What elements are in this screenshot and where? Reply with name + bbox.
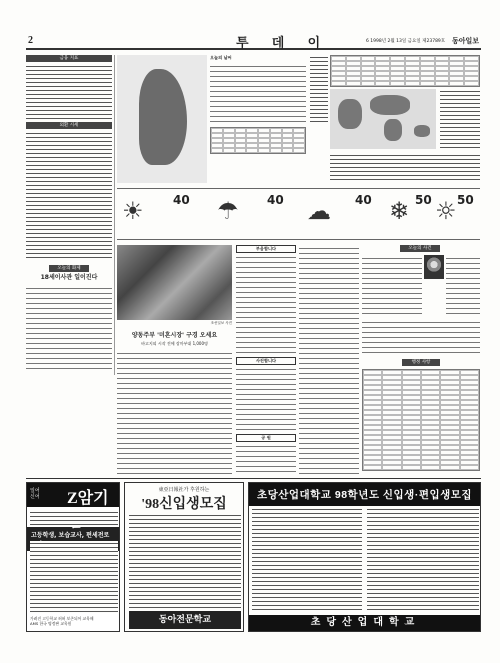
ad1-bottom-2: AMS 한국 명정판 교육원 — [30, 621, 72, 626]
right-column — [362, 245, 480, 475]
index-value-1: 40 — [173, 193, 190, 207]
notice-label-1: 부음합니다 — [236, 245, 296, 253]
right-table — [362, 369, 480, 471]
story-title: 18세이사관 일이진다 — [40, 274, 98, 281]
notice-body-3 — [236, 443, 296, 475]
ad-dong-a-school — [124, 482, 244, 632]
index-value-5: 50 — [457, 193, 474, 207]
world-table — [330, 55, 480, 87]
finance-label: 금융 지표 — [26, 55, 112, 62]
newspaper-name: 동아일보 — [451, 37, 479, 45]
ad2-school: 동아전문학교 — [129, 611, 241, 629]
wind-icon: ☼ — [435, 197, 457, 225]
portrait-photo — [424, 255, 444, 279]
finance-column — [26, 55, 112, 260]
right-body-side — [446, 255, 480, 315]
weather-heading: 오늘의 날씨 — [210, 55, 232, 60]
ad3-banner: 초당산업대학교 98학년도 신입생·편입생모집 — [249, 483, 480, 506]
issue-date: 6 1998년 2월 13일 금요일 제23789호 — [366, 39, 446, 44]
left-story — [26, 265, 112, 373]
exchange-table — [26, 131, 112, 259]
weather-body — [210, 63, 306, 123]
center-subhead: 바고지띠 시작 전에 장마부대 1,000명 — [141, 341, 208, 346]
ad-chodang-university — [248, 482, 481, 632]
ad1-band: 고등학생, 보습교사, 편세전로 — [27, 527, 119, 551]
notice-column — [236, 245, 296, 475]
center-headline: 양동주부 '미혼시장' 구경 오세요 — [131, 332, 218, 339]
ad2-top: 東亞日報社가 후원하는 — [158, 487, 210, 493]
snow-icon: ❄ — [389, 197, 410, 225]
story-badge: 오늘의 화제 — [49, 265, 89, 272]
ad2-title: '98신입생모집 — [141, 497, 227, 512]
right-label-1: 오늘의 사건 — [400, 245, 440, 252]
ad1-small-2: 신어 — [30, 494, 40, 500]
weather-index-strip — [117, 188, 480, 240]
notice-label-3: 공 원 — [236, 434, 296, 442]
ad1-small-1: 일어 — [30, 488, 40, 494]
right-label-3: 행정 사항 — [402, 359, 440, 366]
right-body-1 — [362, 255, 422, 315]
finance-table — [26, 64, 112, 119]
index-value-3: 40 — [355, 193, 372, 207]
index-value-2: 40 — [267, 193, 284, 207]
weather-table — [210, 127, 306, 154]
sun-icon: ☀ — [122, 197, 144, 225]
world-notes — [330, 153, 480, 183]
news-photo — [117, 245, 232, 320]
weather-text — [210, 55, 306, 183]
world-weather — [330, 55, 480, 185]
page-title: 투 데 이 — [236, 35, 331, 50]
notice-body-2 — [236, 366, 296, 431]
exchange-label: 외환 시세 — [26, 122, 112, 129]
world-side-table — [440, 89, 480, 149]
notice-body-1 — [236, 254, 296, 354]
weather-map — [117, 55, 207, 183]
cloud-icon: ☁ — [307, 197, 331, 225]
center-body — [117, 350, 232, 474]
page-header — [26, 30, 481, 50]
umbrella-icon: ☂ — [217, 197, 239, 225]
notice-label-2: 사진합니다 — [236, 357, 296, 365]
photo-credit: 조선일보 사진 — [210, 321, 232, 325]
index-value-4: 50 — [415, 193, 432, 207]
mid-article — [299, 245, 359, 475]
korea-map-shape — [139, 69, 187, 165]
story-body — [26, 285, 112, 371]
ad1-bottom-1: 가려진 고등학교 허허 보존되어 교육해 — [30, 616, 94, 621]
ad3-footer: 초당산업대학교 — [249, 615, 481, 631]
world-map — [330, 89, 436, 149]
page-number: 2 — [28, 35, 33, 46]
ad1-title: Z암기 — [67, 490, 109, 507]
ad-z-memory — [26, 482, 120, 632]
right-body-2 — [362, 319, 480, 357]
side-icon-list — [310, 55, 328, 125]
